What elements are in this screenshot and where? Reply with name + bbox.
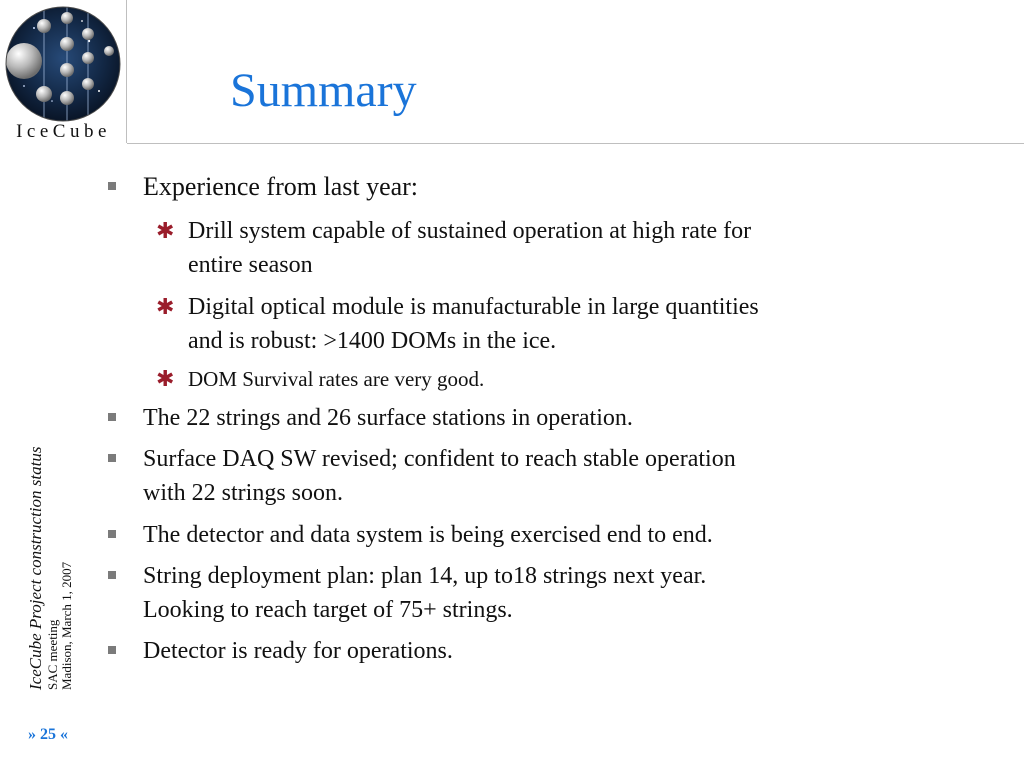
icecube-logo-icon	[4, 6, 123, 122]
bullet-item: The 22 strings and 26 surface stations in operation.	[143, 405, 633, 431]
square-bullet-icon	[108, 182, 116, 190]
asterisk-bullet-icon: ✱	[156, 219, 175, 244]
slide-title: Summary	[230, 64, 417, 117]
sidebar-footer	[26, 447, 74, 690]
sidebar-meeting: SAC meeting	[45, 619, 60, 690]
bullet-line: with 22 strings soon.	[143, 480, 344, 506]
icecube-logo	[0, 0, 127, 143]
bullet-line: Looking to reach target of 75+ strings.	[143, 597, 513, 623]
square-bullet-icon	[108, 413, 116, 421]
square-bullet-icon	[108, 454, 116, 462]
square-bullet-icon	[108, 646, 116, 654]
bullet-line: Surface DAQ SW revised; confident to reach stable operation	[143, 446, 736, 472]
bullet-line: Drill system capable of sustained operation at high rate for	[188, 218, 752, 244]
sidebar-project-title: IceCube Project construction status	[26, 446, 45, 690]
bullet-item	[143, 442, 943, 510]
sidebar-date: Madison, March 1, 2007	[59, 561, 74, 690]
header-divider	[127, 143, 1024, 144]
bullet-line: String deployment plan: plan 14, up to18 strings next year.	[143, 563, 707, 589]
bullet-item: Detector is ready for operations.	[143, 638, 453, 664]
square-bullet-icon	[108, 571, 116, 579]
sub-bullet-item	[188, 214, 948, 282]
logo-text: IceCube	[16, 121, 111, 142]
asterisk-bullet-icon: ✱	[156, 295, 175, 320]
bullet-item: Experience from last year:	[143, 172, 419, 201]
sub-bullet-item: DOM Survival rates are very good.	[188, 367, 485, 391]
bullet-item	[143, 559, 943, 627]
bullet-item: The detector and data system is being exercised end to end.	[143, 522, 713, 548]
bullet-line: Digital optical module is manufacturable in large quantities	[188, 294, 759, 320]
square-bullet-icon	[108, 530, 116, 538]
bullet-line: and is robust: >1400 DOMs in the ice.	[188, 328, 557, 354]
asterisk-bullet-icon: ✱	[156, 367, 175, 392]
sub-bullet-item	[188, 290, 948, 358]
page-number: » 25 «	[28, 726, 68, 743]
bullet-line: entire season	[188, 252, 313, 278]
